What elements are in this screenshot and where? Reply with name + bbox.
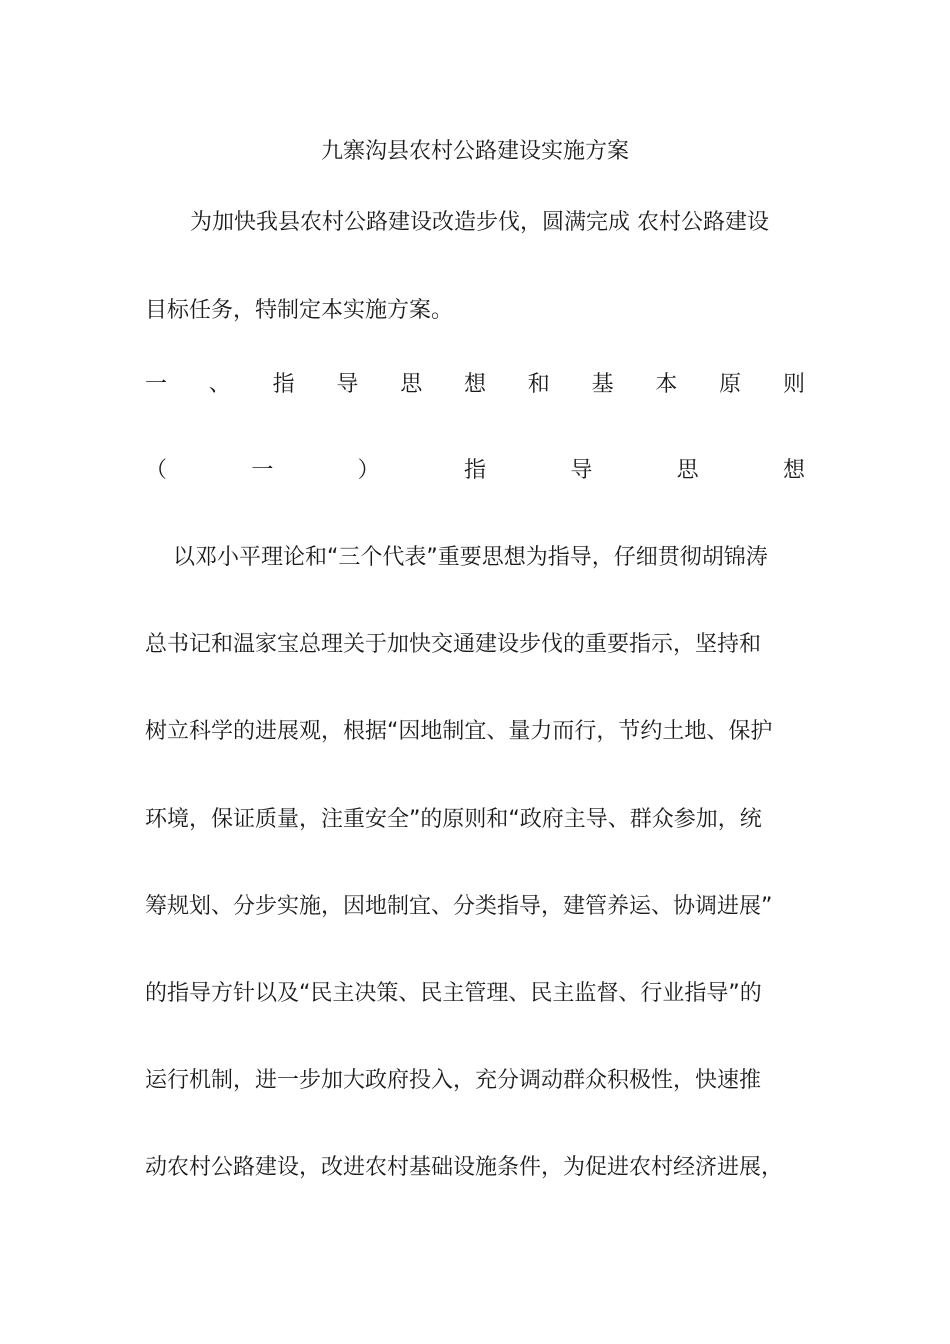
body-line-7: 运行机制，进一步加大政府投入，充分调动群众积极性，快速推: [145, 1068, 762, 1093]
body-line-2: 总书记和温家宝总理关于加快交通建设步伐的重要指示，坚持和: [145, 632, 762, 657]
body-line-3: 树立科学的进展观，根据“因地制宜、量力而行，节约土地、保护: [145, 719, 773, 744]
body-line-1: 以邓小平理论和“三个代表”重要思想为指导，仔细贯彻胡锦涛: [173, 545, 768, 570]
heading-char: 、: [208, 372, 231, 397]
heading-char: 原: [719, 372, 742, 397]
heading-char: 思: [400, 372, 423, 397]
heading-char: （: [145, 458, 168, 483]
body-line-8: 动农村公路建设，改进农村基础设施条件，为促进农村经济进展，: [145, 1155, 784, 1180]
heading-char: 基: [591, 372, 614, 397]
heading-char: 想: [782, 458, 805, 483]
heading-char: 和: [527, 372, 550, 397]
heading-char: 导: [336, 372, 359, 397]
intro-line-1: 为加快我县农村公路建设改造步伐，圆满完成 农村公路建设: [190, 210, 769, 235]
heading-char: 一: [145, 372, 168, 397]
body-line-5: 筹规划、分步实施，因地制宜、分类指导，建管养运、协调进展”: [145, 894, 773, 919]
heading-char: 则: [782, 372, 805, 397]
intro-line-2: 目标任务，特制定本实施方案。: [145, 298, 454, 323]
heading-char: 本: [655, 372, 678, 397]
heading-char: 思: [676, 458, 699, 483]
document-title: 九寨沟县农村公路建设实施方案: [320, 139, 629, 164]
subsection-heading-guiding-thought: [145, 456, 805, 486]
heading-char: 指: [272, 372, 295, 397]
heading-char: 导: [570, 458, 593, 483]
section-heading-guiding-principles: [145, 370, 805, 400]
body-line-6: 的指导方针以及“民主决策、民主管理、民主监督、行业指导”的: [145, 981, 762, 1006]
heading-char: 一: [251, 458, 274, 483]
body-line-4: 环境，保证质量，注重安全”的原则和“政府主导、群众参加，统: [145, 807, 762, 832]
heading-char: 指: [463, 458, 486, 483]
heading-char: 想: [463, 372, 486, 397]
heading-char: ）: [357, 458, 380, 483]
